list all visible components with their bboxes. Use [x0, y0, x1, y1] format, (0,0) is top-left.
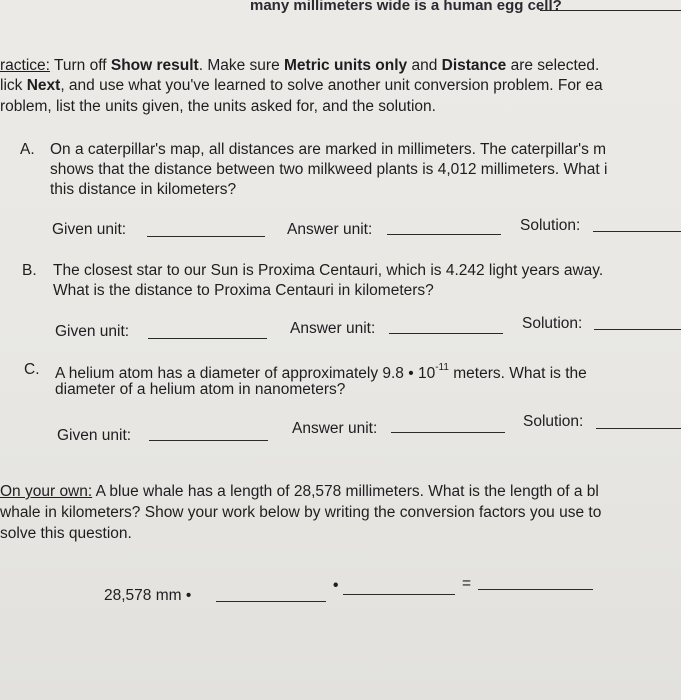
- distance-term: Distance: [441, 57, 507, 74]
- practice-text: are selected.: [506, 57, 600, 74]
- own-line-3: solve this question.: [0, 525, 132, 542]
- practice-label: ractice:: [0, 57, 50, 74]
- own-line-2: whale in kilometers? Show your work below by writing the conversion factors you use to: [0, 504, 602, 521]
- own-text: A blue whale has a length of 28,578 millimeters. What is the length of a bl: [92, 483, 599, 500]
- question-a-solution-label: Solution:: [520, 217, 581, 234]
- result-blank[interactable]: [478, 589, 593, 590]
- question-c-text: A helium atom has a diameter of approximately 9.8 • 10: [55, 365, 436, 383]
- question-a-given-blank[interactable]: [147, 236, 265, 237]
- question-a-letter: A.: [20, 141, 35, 158]
- multiply-dot: •: [333, 577, 339, 594]
- question-a-line-3: this distance in kilometers?: [50, 181, 237, 198]
- question-c-letter: C.: [24, 361, 40, 378]
- question-b-answer-blank[interactable]: [389, 333, 503, 334]
- question-b-given-label: Given unit:: [55, 323, 130, 340]
- exponent: -11: [435, 362, 449, 373]
- question-b-solution-blank[interactable]: [594, 329, 681, 330]
- question-c-answer-label: Answer unit:: [292, 420, 378, 437]
- practice-text: . Make sure: [198, 57, 284, 74]
- question-c-solution-label: Solution:: [523, 413, 584, 430]
- metric-units-term: Metric units only: [284, 57, 408, 74]
- question-a-answer-label: Answer unit:: [287, 221, 373, 238]
- question-c-given-blank[interactable]: [149, 440, 268, 441]
- practice-text: Turn off: [49, 57, 111, 74]
- question-b-line-1: The closest star to our Sun is Proxima Centauri, which is 4.242 light years away.: [53, 262, 604, 279]
- own-label: On your own:: [0, 483, 93, 500]
- question-c-line-2: diameter of a helium atom in nanometers?: [55, 381, 346, 398]
- question-c-answer-blank[interactable]: [391, 432, 505, 433]
- practice-text: and: [407, 57, 442, 74]
- question-c-text: meters. What is the: [448, 365, 587, 383]
- question-a-answer-blank[interactable]: [387, 234, 501, 235]
- next-term: Next: [26, 77, 61, 94]
- question-b-given-blank[interactable]: [148, 338, 267, 339]
- practice-line-3: roblem, list the units given, the units asked for, and the solution.: [0, 98, 436, 115]
- conversion-blank-1[interactable]: [216, 601, 326, 602]
- question-b-answer-label: Answer unit:: [290, 320, 376, 337]
- question-a-given-label: Given unit:: [52, 221, 127, 238]
- question-c-given-label: Given unit:: [57, 427, 132, 444]
- own-line-1: [0, 482, 599, 502]
- question-b-letter: B.: [22, 262, 37, 279]
- question-a-line-1: On a caterpillar's map, all distances are marked in millimeters. The caterpillar's m: [50, 141, 607, 158]
- question-a-line-2: shows that the distance between two milkweed plants is 4,012 millimeters. What i: [50, 161, 608, 178]
- practice-text: , and use what you've learned to solve another unit conversion problem. For ea: [60, 77, 603, 94]
- top-answer-blank[interactable]: [540, 10, 681, 11]
- show-result-term: Show result: [110, 57, 199, 74]
- question-c-solution-blank[interactable]: [596, 428, 681, 429]
- practice-line-1: [0, 56, 599, 76]
- question-b-solution-label: Solution:: [522, 315, 583, 332]
- equation-start: 28,578 mm •: [104, 587, 192, 604]
- question-a-solution-blank[interactable]: [593, 231, 681, 232]
- top-question-text: many millimeters wide is a human egg cell?: [250, 0, 562, 14]
- equals-sign: =: [462, 575, 472, 592]
- practice-line-2: [0, 76, 603, 96]
- conversion-blank-2[interactable]: [343, 594, 455, 595]
- question-b-line-2: What is the distance to Proxima Centauri in kilometers?: [53, 282, 434, 299]
- practice-text: lick: [0, 77, 27, 94]
